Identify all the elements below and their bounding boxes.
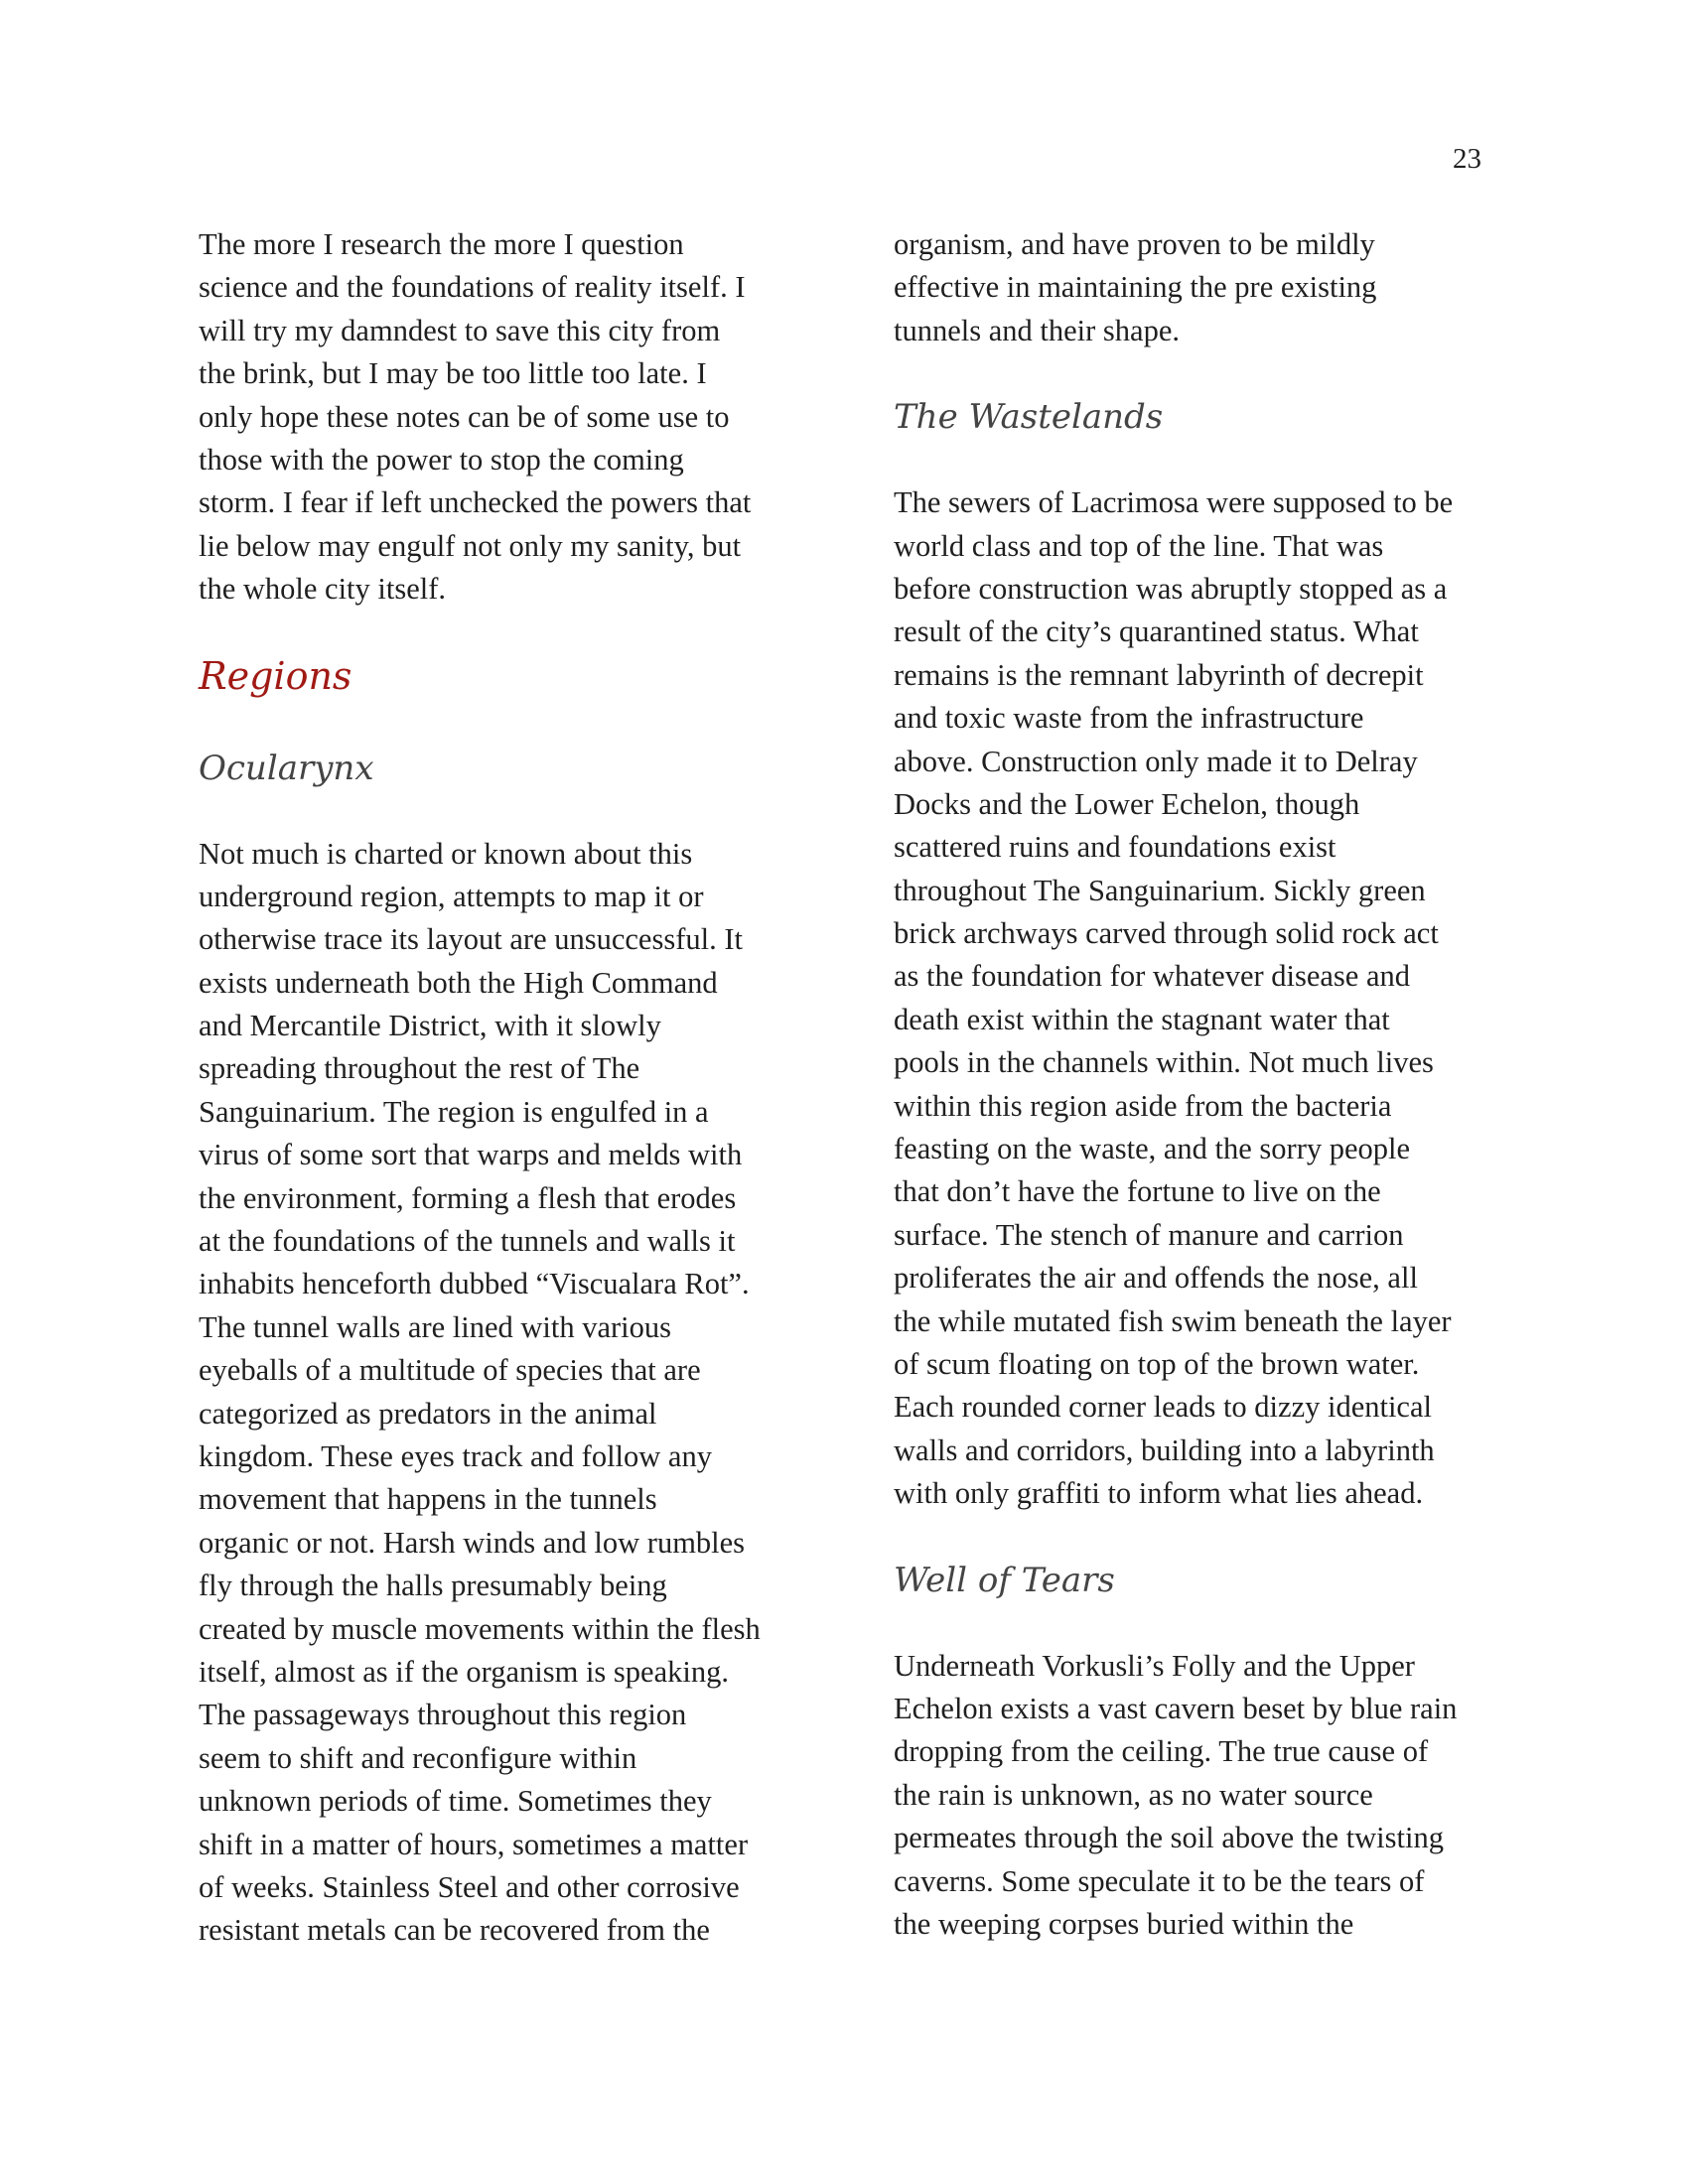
text-line: brick archways carved through solid rock act	[894, 916, 1439, 951]
text-line: itself, almost as if the organism is speaking.	[199, 1654, 729, 1689]
text-line: underground region, attempts to map it or	[199, 879, 704, 913]
text-line: otherwise trace its layout are unsuccessful. It	[199, 922, 743, 957]
text-line: surface. The stench of manure and carrion	[894, 1217, 1404, 1252]
text-line: as the foundation for whatever disease and	[894, 959, 1411, 994]
text-line: The sewers of Lacrimosa were supposed to be	[894, 485, 1454, 520]
text-line: categorized as predators in the animal	[199, 1396, 657, 1431]
text-line: permeates through the soil above the twisting	[894, 1821, 1444, 1855]
left-column	[199, 223, 794, 1953]
text-line: movement that happens in the tunnels	[199, 1482, 657, 1517]
well-of-tears-heading: Well of Tears	[894, 1560, 1115, 1600]
text-line: inhabits henceforth dubbed “Viscualara Rot”.	[199, 1267, 750, 1301]
text-line: with only graffiti to inform what lies ahead.	[894, 1476, 1424, 1511]
text-line: and toxic waste from the infrastructure	[894, 701, 1364, 736]
text-line: fly through the halls presumably being	[199, 1569, 667, 1603]
text-line: resistant metals can be recovered from the	[199, 1913, 710, 1948]
text-line: only hope these notes can be of some use to	[199, 399, 730, 434]
text-line: lie below may engulf not only my sanity, but	[199, 528, 742, 563]
text-line: throughout The Sanguinarium. Sickly green	[894, 873, 1426, 907]
text-line: walls and corridors, building into a labyrinth	[894, 1433, 1435, 1467]
text-line: storm. I fear if left unchecked the powers that	[199, 485, 752, 520]
wastelands-heading: The Wastelands	[894, 397, 1164, 438]
text-line: science and the foundations of reality itself. I	[199, 270, 746, 305]
text-line: and Mercantile District, with it slowly	[199, 1009, 661, 1043]
text-line: Echelon exists a vast cavern beset by blue rain	[894, 1691, 1458, 1725]
text-line: The tunnel walls are lined with various	[199, 1309, 672, 1344]
text-line: that don’t have the fortune to live on the	[894, 1174, 1381, 1209]
text-line: world class and top of the line. That was	[894, 528, 1384, 563]
text-line: remains is the remnant labyrinth of decrepit	[894, 657, 1424, 692]
text-line: Docks and the Lower Echelon, though	[894, 786, 1360, 821]
text-line: result of the city’s quarantined status. What	[894, 614, 1419, 649]
text-line: those with the power to stop the coming	[199, 442, 684, 477]
text-line: proliferates the air and offends the nose, all	[894, 1261, 1418, 1296]
text-line: spreading throughout the rest of The	[199, 1051, 640, 1086]
text-line: virus of some sort that warps and melds with	[199, 1138, 743, 1172]
right-column	[894, 223, 1499, 1946]
text-line: will try my damndest to save this city from	[199, 313, 721, 347]
wastelands-paragraph	[894, 481, 1499, 1515]
text-line: scattered ruins and foundations exist	[894, 830, 1336, 865]
text-line: organism, and have proven to be mildly	[894, 227, 1375, 261]
text-line: Sanguinarium. The region is engulfed in a	[199, 1094, 709, 1129]
text-line: organic or not. Harsh winds and low rumbles	[199, 1525, 746, 1560]
text-line: seem to shift and reconfigure within	[199, 1740, 637, 1775]
text-line: unknown periods of time. Sometimes they	[199, 1784, 712, 1819]
text-line: Underneath Vorkusli’s Folly and the Upper	[894, 1648, 1415, 1683]
text-line: feasting on the waste, and the sorry people	[894, 1132, 1411, 1166]
text-line: Each rounded corner leads to dizzy identical	[894, 1390, 1432, 1425]
text-line: dropping from the ceiling. The true cause of	[894, 1734, 1429, 1769]
well-of-tears-paragraph	[894, 1645, 1499, 1947]
ocularynx-heading: Ocularynx	[199, 748, 374, 788]
intro-paragraph	[199, 223, 794, 612]
text-line: pools in the channels within. Not much lives	[894, 1045, 1434, 1080]
text-line: the whole city itself.	[199, 572, 447, 607]
text-line: effective in maintaining the pre existing	[894, 270, 1377, 305]
text-line: the environment, forming a flesh that erodes	[199, 1180, 737, 1215]
text-line: The more I research the more I question	[199, 227, 684, 261]
text-line: Not much is charted or known about this	[199, 836, 693, 871]
text-line: caverns. Some speculate it to be the tears of	[894, 1863, 1425, 1898]
text-line: the rain is unknown, as no water source	[894, 1777, 1373, 1812]
ocularynx-paragraph	[199, 833, 794, 1953]
text-line: the weeping corpses buried within the	[894, 1906, 1354, 1941]
text-line: before construction was abruptly stopped as a	[894, 571, 1448, 606]
regions-heading: Regions	[199, 653, 352, 698]
text-line: of scum floating on top of the brown water.	[894, 1346, 1420, 1381]
text-line: at the foundations of the tunnels and walls it	[199, 1224, 736, 1259]
text-line: shift in a matter of hours, sometimes a matter	[199, 1827, 749, 1861]
continued-paragraph	[894, 223, 1499, 352]
text-line: The passageways throughout this region	[199, 1698, 687, 1732]
page-number: 23	[1453, 143, 1481, 175]
text-line: within this region aside from the bacteria	[894, 1088, 1392, 1123]
text-line: exists underneath both the High Command	[199, 965, 718, 1000]
text-line: tunnels and their shape.	[894, 313, 1180, 347]
text-line: the while mutated fish swim beneath the layer	[894, 1303, 1452, 1338]
text-line: eyeballs of a multitude of species that are	[199, 1353, 701, 1388]
text-line: the brink, but I may be too little too late. I	[199, 356, 707, 391]
text-line: of weeks. Stainless Steel and other corrosive	[199, 1869, 740, 1904]
text-line: created by muscle movements within the flesh	[199, 1611, 761, 1646]
text-line: above. Construction only made it to Delray	[894, 744, 1418, 778]
text-line: death exist within the stagnant water that	[894, 1002, 1390, 1036]
text-line: kingdom. These eyes track and follow any	[199, 1438, 712, 1473]
